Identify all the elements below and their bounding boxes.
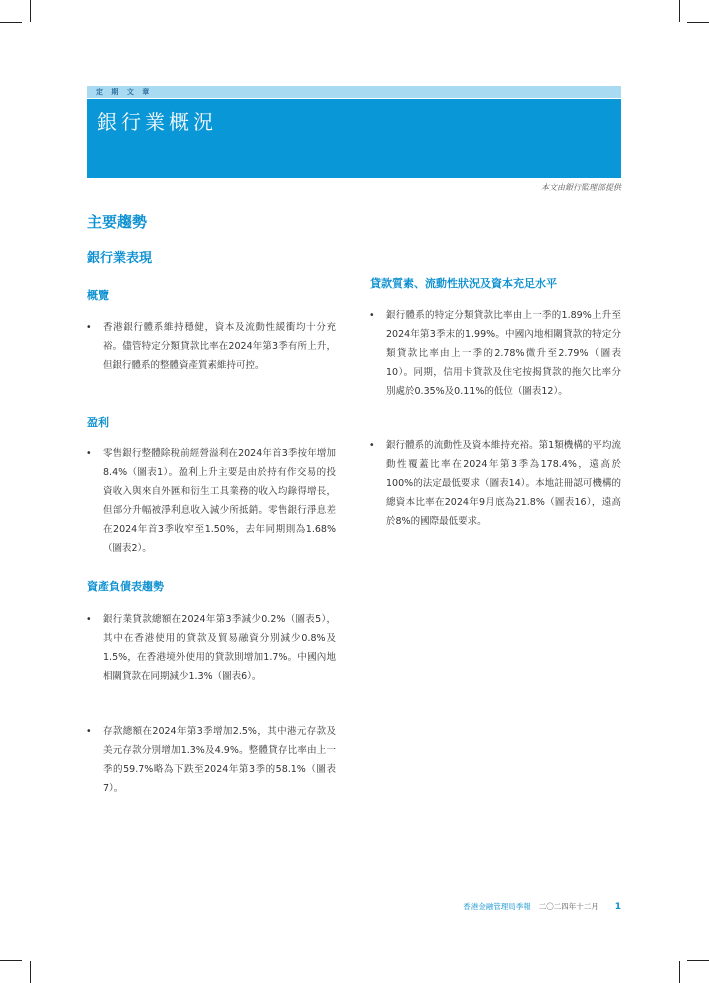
sub-heading: 銀行業表現 bbox=[87, 251, 153, 266]
bullet-dot: • bbox=[86, 726, 92, 737]
article-kicker: 定 期 文 章 bbox=[96, 88, 153, 96]
crop-mark bbox=[30, 961, 31, 983]
bullet-text: 銀行業貸款總額在2024年第3季減少0.2%（圖表5），其中在香港使用的貸款及貿易融資分別減少0.8%及1.5%，在香港境外使用的貸款則增加1.7%。中國內地相關貸款在同期減少1.3%（圖表6）。 bbox=[103, 614, 336, 682]
article-kicker-bar bbox=[87, 86, 621, 98]
crop-mark bbox=[679, 0, 680, 22]
main-heading: 主要趨勢 bbox=[87, 213, 148, 231]
bullet-text: 香港銀行體系維持穩健，資本及流動性緩衝均十分充裕。儘管特定分類貸款比率在2024年第3季有所上升，但銀行體系的整體資產質素維持可控。 bbox=[103, 322, 336, 371]
crop-mark bbox=[30, 0, 31, 22]
bullet-item bbox=[86, 722, 336, 798]
section-heading-balance-sheet: 資產負債表趨勢 bbox=[87, 580, 164, 593]
provided-by-note: 本文由銀行監理部提供 bbox=[541, 183, 621, 192]
section-heading-profitability: 盈利 bbox=[87, 416, 109, 429]
bullet-text: 零售銀行整體除稅前經營溢利在2024年首3季按年增加8.4%（圖表1）。盈利上升主要是由於持有作交易的投資收入與來自外匯和衍生工具業務的收入均錄得增長，但部分升幅被淨利息收入減少所抵銷。零售銀行淨息差在2024年首3季收窄至1.50%，去年同期則為1.68%（圖表2）。 bbox=[103, 448, 336, 554]
bullet-text: 銀行體系的特定分類貸款比率由上一季的1.89%上升至2024年第3季末的1.99%。中國內地相關貸款的特定分類貸款比率由上一季的2.78%微升至2.79%（圖表10）。同期，信用卡貸款及住宅按揭貸款的拖欠比率分別處於0.35%及0.11%的低位（圖表12）。 bbox=[386, 310, 621, 397]
bullet-item bbox=[369, 306, 621, 401]
crop-mark bbox=[0, 960, 22, 961]
bullet-item bbox=[86, 610, 336, 686]
bullet-item bbox=[369, 436, 621, 531]
crop-mark bbox=[679, 961, 680, 983]
bullet-dot: • bbox=[86, 614, 92, 625]
bullet-item bbox=[86, 318, 336, 375]
bullet-dot: • bbox=[369, 310, 375, 321]
bullet-item bbox=[86, 444, 336, 558]
bullet-dot: • bbox=[369, 440, 375, 451]
crop-mark bbox=[687, 960, 709, 961]
bullet-dot: • bbox=[86, 322, 92, 333]
title-banner bbox=[87, 99, 621, 178]
crop-mark bbox=[0, 22, 22, 23]
page-footer bbox=[463, 901, 621, 912]
bullet-dot: • bbox=[86, 448, 92, 459]
crop-mark bbox=[687, 22, 709, 23]
publication-date: 二〇二四年十二月 bbox=[538, 902, 599, 911]
bullet-text: 銀行體系的流動性及資本維持充裕。第1類機構的平均流動性覆蓋比率在2024年第3季為178.4%，遠高於100%的法定最低要求（圖表14）。本地註冊認可機構的總資本比率在2024年9月底為21.8%（圖表16），遠高於8%的國際最低要求。 bbox=[386, 440, 621, 527]
section-heading-loan-quality: 貸款質素、流動性狀況及資本充足水平 bbox=[370, 277, 557, 290]
bullet-text: 存款總額在2024年第3季增加2.5%，其中港元存款及美元存款分別增加1.3%及4.9%。整體貸存比率由上一季的59.7%略為下跌至2024年第3季的58.1%（圖表7）。 bbox=[103, 726, 336, 794]
section-heading-overview: 概覽 bbox=[87, 289, 109, 302]
page-number: 1 bbox=[614, 902, 621, 912]
publication-name: 香港金融管理局季報 bbox=[463, 902, 531, 911]
page-title: 銀行業概況 bbox=[97, 110, 217, 134]
